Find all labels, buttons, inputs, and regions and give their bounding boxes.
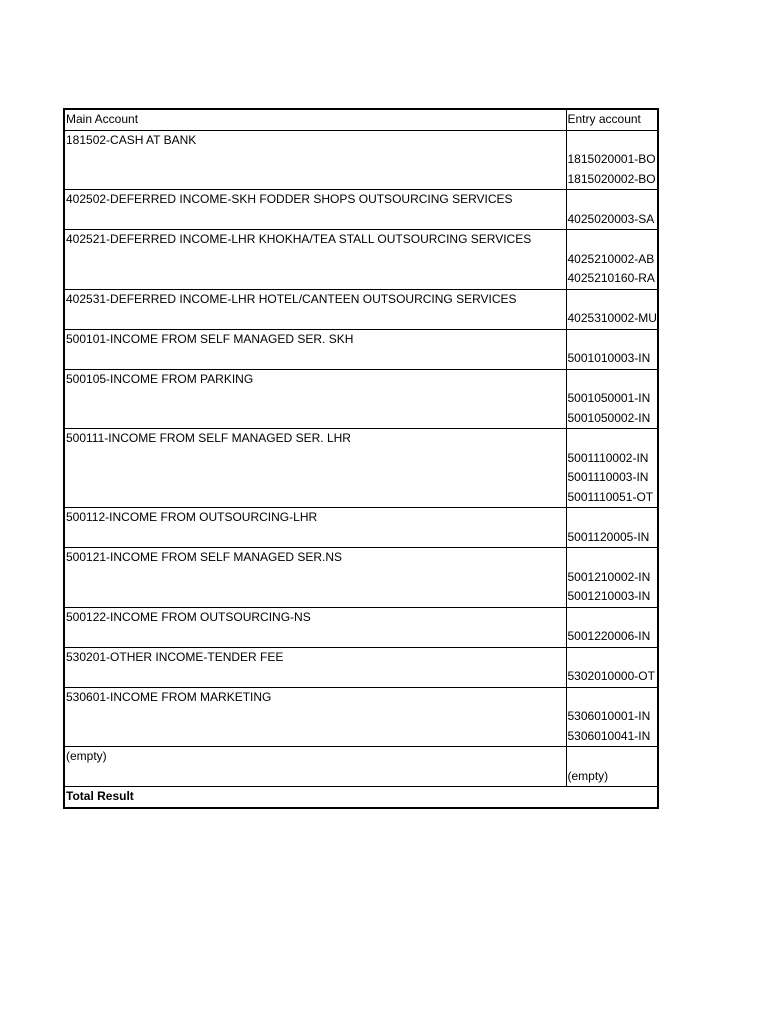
main-account-header[interactable]: Main Account [64,109,566,130]
main-account-row [64,548,658,568]
entry-account-cell[interactable] [566,747,658,767]
main-account-cell[interactable]: 530201-OTHER INCOME-TENDER FEE [64,647,566,667]
entry-account-row [64,150,658,170]
entry-account-cell[interactable]: 5001220006-IN [566,627,658,647]
main-account-row [64,687,658,707]
entry-account-cell[interactable] [566,687,658,707]
main-account-cell[interactable]: 500122-INCOME FROM OUTSOURCING-NS [64,607,566,627]
main-account-cell[interactable] [64,309,566,329]
main-account-cell[interactable] [64,170,566,190]
entry-account-cell[interactable]: 4025210160-RA [566,269,658,289]
main-account-cell[interactable] [64,210,566,230]
main-account-cell[interactable]: 500111-INCOME FROM SELF MANAGED SER. LHR [64,429,566,449]
entry-account-cell[interactable] [566,508,658,528]
entry-account-cell[interactable] [566,548,658,568]
entry-account-cell[interactable] [566,369,658,389]
main-account-row [64,647,658,667]
main-account-cell[interactable] [64,389,566,409]
entry-account-cell[interactable] [566,190,658,210]
main-account-cell[interactable] [64,488,566,508]
main-account-cell[interactable]: 500105-INCOME FROM PARKING [64,369,566,389]
entry-account-cell[interactable] [566,429,658,449]
main-account-cell[interactable] [64,727,566,747]
entry-account-cell[interactable] [566,647,658,667]
entry-account-cell[interactable]: 5001210003-IN [566,587,658,607]
entry-account-cell[interactable]: 5001210002-IN [567,569,651,584]
account-table [63,108,659,809]
entry-account-cell[interactable] [566,607,658,627]
main-account-cell[interactable]: 402531-DEFERRED INCOME-LHR HOTEL/CANTEEN OUTSOURCING SERVICES [64,289,566,309]
entry-account-cell[interactable]: 1815020001-BO [567,152,656,166]
entry-account-header[interactable]: Entry account [566,109,658,130]
main-account-cell[interactable] [64,707,566,727]
entry-account-row [64,449,658,469]
entry-account-row [64,488,658,508]
main-account-cell[interactable] [64,250,566,270]
main-account-row [64,230,658,250]
total-label[interactable]: Total Result [64,787,566,808]
entry-account-cell[interactable]: 5001010003-IN [566,349,658,369]
entry-account-cell[interactable]: 5302010000-OT [566,667,658,687]
entry-account-cell[interactable]: 4025210002-AB [567,251,655,266]
main-account-cell[interactable]: 500121-INCOME FROM SELF MANAGED SER.NS [64,548,566,568]
main-account-cell[interactable]: 402521-DEFERRED INCOME-LHR KHOKHA/TEA STALL OUTSOURCING SERVICES [64,230,566,250]
entry-account-cell[interactable]: 4025020003-SA [566,210,658,230]
main-account-cell[interactable] [64,528,566,548]
main-account-cell[interactable] [64,767,566,787]
main-account-row [64,369,658,389]
entry-account-row [64,767,658,787]
entry-account-cell[interactable]: 1815020002-BO [566,170,658,190]
main-account-cell[interactable]: 181502-CASH AT BANK [64,130,566,150]
table-header-row [64,109,658,130]
main-account-cell[interactable] [64,349,566,369]
entry-account-row [64,269,658,289]
entry-account-row [64,309,658,329]
entry-account-cell[interactable] [566,130,658,150]
main-account-row [64,607,658,627]
entry-account-row [64,409,658,429]
total-row [64,787,658,808]
main-account-row [64,429,658,449]
entry-account-row [64,667,658,687]
main-account-cell[interactable] [64,568,566,588]
main-account-row [64,329,658,349]
main-account-cell[interactable] [64,468,566,488]
entry-account-row [64,170,658,190]
main-account-cell[interactable]: 530601-INCOME FROM MARKETING [64,687,566,707]
entry-account-cell[interactable]: 5001110003-IN [567,470,649,484]
entry-account-cell[interactable]: 5001110002-IN [567,450,649,465]
entry-account-row [64,528,658,548]
entry-account-cell[interactable] [566,230,658,250]
account-table-body [64,109,658,808]
main-account-cell[interactable] [64,269,566,289]
entry-account-row [64,568,658,588]
main-account-cell[interactable] [64,587,566,607]
total-value[interactable] [566,787,658,808]
main-account-row [64,130,658,150]
entry-account-cell[interactable]: 5001050002-IN [566,409,658,429]
entry-account-row [64,349,658,369]
main-account-cell[interactable]: 500112-INCOME FROM OUTSOURCING-LHR [64,508,566,528]
main-account-cell[interactable] [64,150,566,170]
main-account-row [64,747,658,767]
entry-account-row [64,468,658,488]
main-account-row [64,190,658,210]
entry-account-cell[interactable]: 4025310002-MU [566,309,658,329]
main-account-cell[interactable]: 402502-DEFERRED INCOME-SKH FODDER SHOPS OUTSOURCING SERVICES [64,190,566,210]
entry-account-cell[interactable]: 5001120005-IN [566,528,658,548]
entry-account-cell[interactable]: (empty) [566,767,658,787]
main-account-cell[interactable] [64,409,566,429]
entry-account-cell[interactable] [566,329,658,349]
entry-account-cell[interactable]: 5001050001-IN [567,391,651,405]
entry-account-cell[interactable]: 5306010041-IN [566,727,658,747]
entry-account-row [64,627,658,647]
main-account-cell[interactable]: (empty) [64,747,566,767]
main-account-row [64,508,658,528]
entry-account-cell[interactable]: 5001110051-OT [566,488,658,508]
entry-account-row [64,210,658,230]
entry-account-row [64,707,658,727]
entry-account-cell[interactable]: 5306010001-IN [567,709,651,723]
entry-account-row [64,727,658,747]
entry-account-row [64,250,658,270]
entry-account-cell[interactable] [566,289,658,309]
main-account-cell[interactable] [64,667,566,687]
main-account-row [64,289,658,309]
main-account-cell[interactable]: 500101-INCOME FROM SELF MANAGED SER. SKH [64,329,566,349]
entry-account-row [64,587,658,607]
entry-account-row [64,389,658,409]
main-account-cell[interactable] [64,627,566,647]
main-account-cell[interactable] [64,449,566,469]
